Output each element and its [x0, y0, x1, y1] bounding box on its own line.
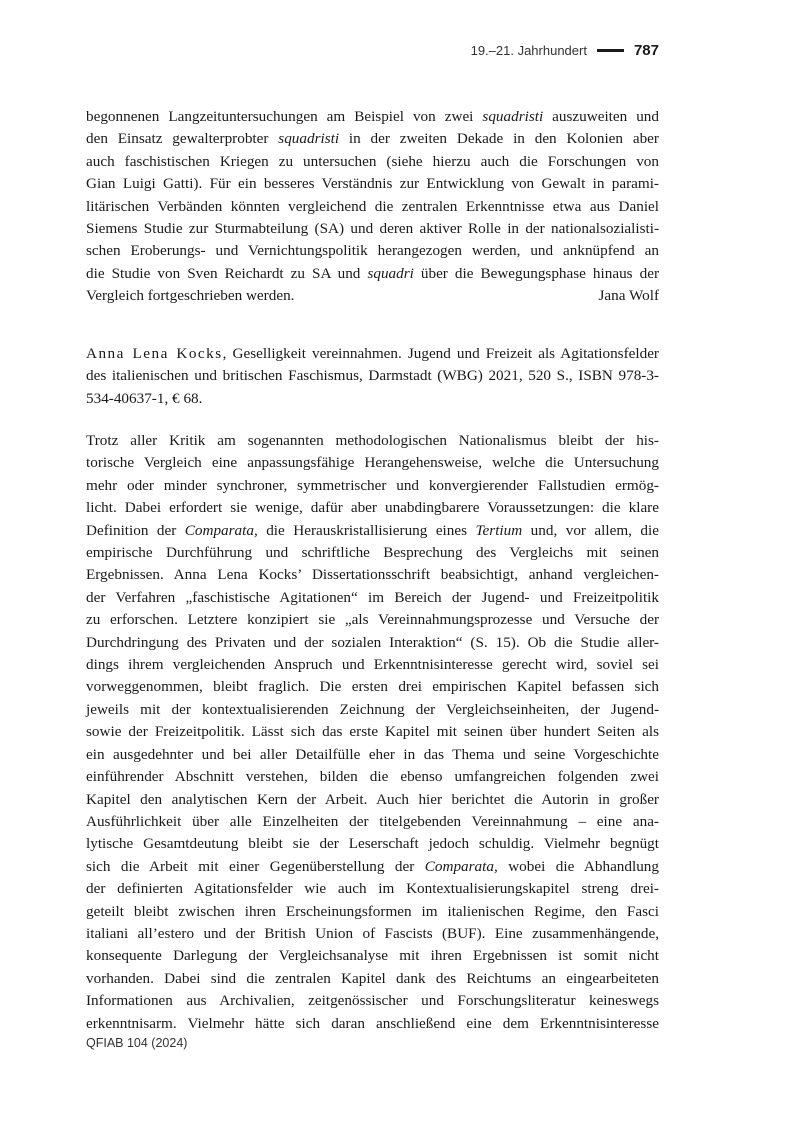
text-segment: zu erforschen. Letztere konzipiert sie „als Vereinnahmungsprozesse und Versuche der: [86, 611, 659, 629]
text-segment: schen Eroberungs- und Vernichtungspolitik herangezogen werden, und anknüpfend an: [86, 242, 659, 260]
text-segment: in der zweiten Dekade in den Kolonien aber: [339, 130, 659, 148]
text-segment: Ausführlichkeit über alle Einzelheiten der titelgebenden Vereinnahmung – eine ana-: [86, 812, 659, 830]
text-segment: auch faschistischen Kriegen zu untersuchen (siehe hierzu auch die Forschungen von: [86, 152, 659, 170]
text-segment: der Verfahren „faschistische Agitationen“ im Bereich der Jugend- und Freizeitpolitik: [86, 588, 659, 606]
text-segment: vorweggenommen, bleibt fraglich. Die ersten drei empirischen Kapitel befassen sich: [86, 678, 659, 696]
italic-term: squadristi: [278, 130, 340, 148]
bibliographic-citation: [86, 343, 659, 410]
running-header: [471, 42, 659, 59]
text-line: [86, 218, 659, 240]
citation-line-1: [86, 343, 659, 365]
text-line: [86, 263, 659, 285]
text-line: [86, 587, 659, 609]
text-segment: Informationen aus Archivalien, zeitgenössischer und Forschungsliteratur keineswegs: [86, 992, 659, 1010]
citation-line-2: des italienischen und britischen Faschismus, Darmstadt (WBG) 2021, 520 S., ISBN 978-3-: [86, 367, 659, 385]
text-line: [86, 945, 659, 967]
text-segment: sich die Arbeit mit einer Gegenüberstellung der: [86, 857, 425, 875]
text-segment: begonnenen Langzeituntersuchungen am Beispiel von zwei: [86, 108, 483, 125]
text-segment: Ergebnissen. Anna Lena Kocks’ Dissertationsschrift beabsichtigt, anhand vergleichen-: [86, 566, 659, 584]
italic-term: squadristi: [482, 108, 544, 125]
text-line: [86, 789, 659, 811]
text-segment: den Einsatz gewalterprobter: [86, 130, 279, 148]
text-line: [86, 811, 659, 833]
italic-term: Comparata: [184, 521, 254, 539]
italic-term: squadri: [367, 264, 414, 282]
text-segment: Siemens Studie zur Sturmabteilung (SA) und deren aktiver Rolle in der nationalsozialisti-: [86, 220, 659, 238]
text-line: [86, 173, 659, 195]
text-line: [86, 497, 659, 519]
text-line: [86, 766, 659, 788]
text-line: [86, 452, 659, 474]
text-line: [86, 475, 659, 497]
text-segment: italiani all’estero und der British Union of Fascists (BUF). Eine zusammenhängende,: [86, 924, 659, 942]
text-line: [86, 1013, 659, 1035]
text-segment: torische Vergleich eine anpassungsfähige Herangehensweise, welche die Untersuchung: [86, 454, 659, 472]
text-segment: der definierten Agitationsfelder wie auch im Kontextualisierungskapitel streng drei-: [86, 880, 659, 898]
text-segment: , wobei die Abhandlung: [493, 857, 659, 875]
previous-review-lines: [86, 106, 659, 285]
italic-term: Tertium: [475, 521, 523, 539]
text-line: [86, 833, 659, 855]
text-segment: jeweils mit der kontextualisierenden Zeichnung der Vergleichseinheiten, der Jugend-: [86, 700, 659, 718]
text-segment: Durchdringung des Privaten und der sozialen Interaktion“ (S. 15). Ob die Studie aller-: [86, 633, 659, 651]
header-rule: [597, 49, 624, 52]
text-line: [86, 721, 659, 743]
text-segment: Trotz aller Kritik am sogenannten methodologischen Nationalismus bleibt der his-: [86, 432, 659, 449]
text-line: [86, 923, 659, 945]
text-line: [86, 699, 659, 721]
running-title: 19.–21. Jahrhundert: [470, 43, 587, 58]
text-line: [86, 632, 659, 654]
text-line: [86, 676, 659, 698]
text-segment: sowie der Freizeitpolitik. Lässt sich das erste Kapitel mit seinen über hundert Seiten als: [86, 723, 659, 741]
text-segment: mehr oder minder synchroner, symmetrischer und konvergierender Fallstudien ermög-: [86, 476, 659, 494]
text-line: [86, 856, 659, 878]
previous-review-closing-line: [86, 285, 659, 307]
text-line: [86, 542, 659, 564]
journal-footer: QFIAB 104 (2024): [86, 1036, 188, 1050]
text-segment: Kapitel den analytischen Kern der Arbeit. Auch hier berichtet die Autorin in großer: [86, 790, 659, 808]
reviewer-name: Jana Wolf: [598, 287, 659, 305]
text-line: [86, 901, 659, 923]
text-line: [86, 968, 659, 990]
text-segment: vorhanden. Dabei sind die zentralen Kapitel dank des Reichtums an eingearbeiteten: [86, 969, 659, 987]
text-line: [86, 990, 659, 1012]
previous-review-final-line: Vergleich fortgeschrieben werden.: [86, 287, 295, 305]
text-segment: einführender Abschnitt verstehen, bilden die ebenso umfangreichen folgenden zwei: [86, 768, 659, 786]
text-line: [86, 564, 659, 586]
text-segment: geteilt bleibt zwischen ihren Erscheinungsformen im italienischen Regime, den Fasci: [86, 902, 659, 920]
text-line: [86, 654, 659, 676]
text-segment: auszuweiten und: [543, 108, 659, 125]
text-segment: licht. Dabei erfordert sie wenige, dafür aber unabdingbarere Voraussetzungen: die klare: [86, 499, 659, 517]
book-author: Anna Lena Kocks: [86, 345, 223, 362]
citation-line-3: 534-40637-1, € 68.: [86, 389, 203, 407]
text-segment: erkenntnisarm. Vielmehr hätte sich daran anschließend eine dem Erkenntnisinteresse: [86, 1014, 659, 1032]
text-segment: lytische Gesamtdeutung bleibt sie der Leserschaft jedoch schuldig. Vielmehr begnügt: [86, 835, 659, 853]
text-line: [86, 128, 659, 150]
text-line: [86, 430, 659, 452]
page-number: 787: [633, 42, 659, 59]
text-line: [86, 878, 659, 900]
text-segment: , die Herauskristallisierung eines: [253, 521, 476, 539]
text-line: [86, 520, 659, 542]
text-line: [86, 240, 659, 262]
text-line: [86, 744, 659, 766]
review-lines: [86, 430, 659, 1035]
book-title-part-1: , Geselligkeit vereinnahmen. Jugend und Freizeit als Agitationsfelder: [222, 345, 659, 362]
text-segment: Definition der: [86, 521, 185, 539]
text-segment: konsequente Darlegung der Vergleichsanalyse mit ihren Ergebnissen ist somit nicht: [86, 947, 659, 965]
text-segment: dings ihrem vergleichenden Anspruch und Erkenntnisinteresse gerecht wird, soviel sei: [86, 656, 659, 674]
text-segment: über die Bewegungsphase hinaus der: [413, 264, 659, 282]
previous-review-text: [86, 106, 659, 308]
text-segment: ein ausgedehnter und bei aller Detailfülle eher in das Thema und seine Vorgeschichte: [86, 745, 659, 763]
italic-term: Comparata: [424, 857, 494, 875]
text-line: [86, 196, 659, 218]
text-line: [86, 151, 659, 173]
review-body: [86, 430, 659, 1035]
text-segment: Gian Luigi Gatti). Für ein besseres Verständnis zur Entwicklung von Gewalt in parami-: [86, 175, 659, 193]
text-segment: und, vor allem, die: [522, 521, 659, 539]
text-segment: die Studie von Sven Reichardt zu SA und: [86, 264, 368, 282]
text-line: [86, 609, 659, 631]
text-segment: litärischen Verbänden könnten vergleichend die zentralen Erkenntnisse etwa aus Daniel: [86, 197, 659, 215]
text-segment: empirische Durchführung und schriftliche Besprechung des Vergleichs mit seinen: [86, 544, 659, 562]
text-line: [86, 106, 659, 128]
